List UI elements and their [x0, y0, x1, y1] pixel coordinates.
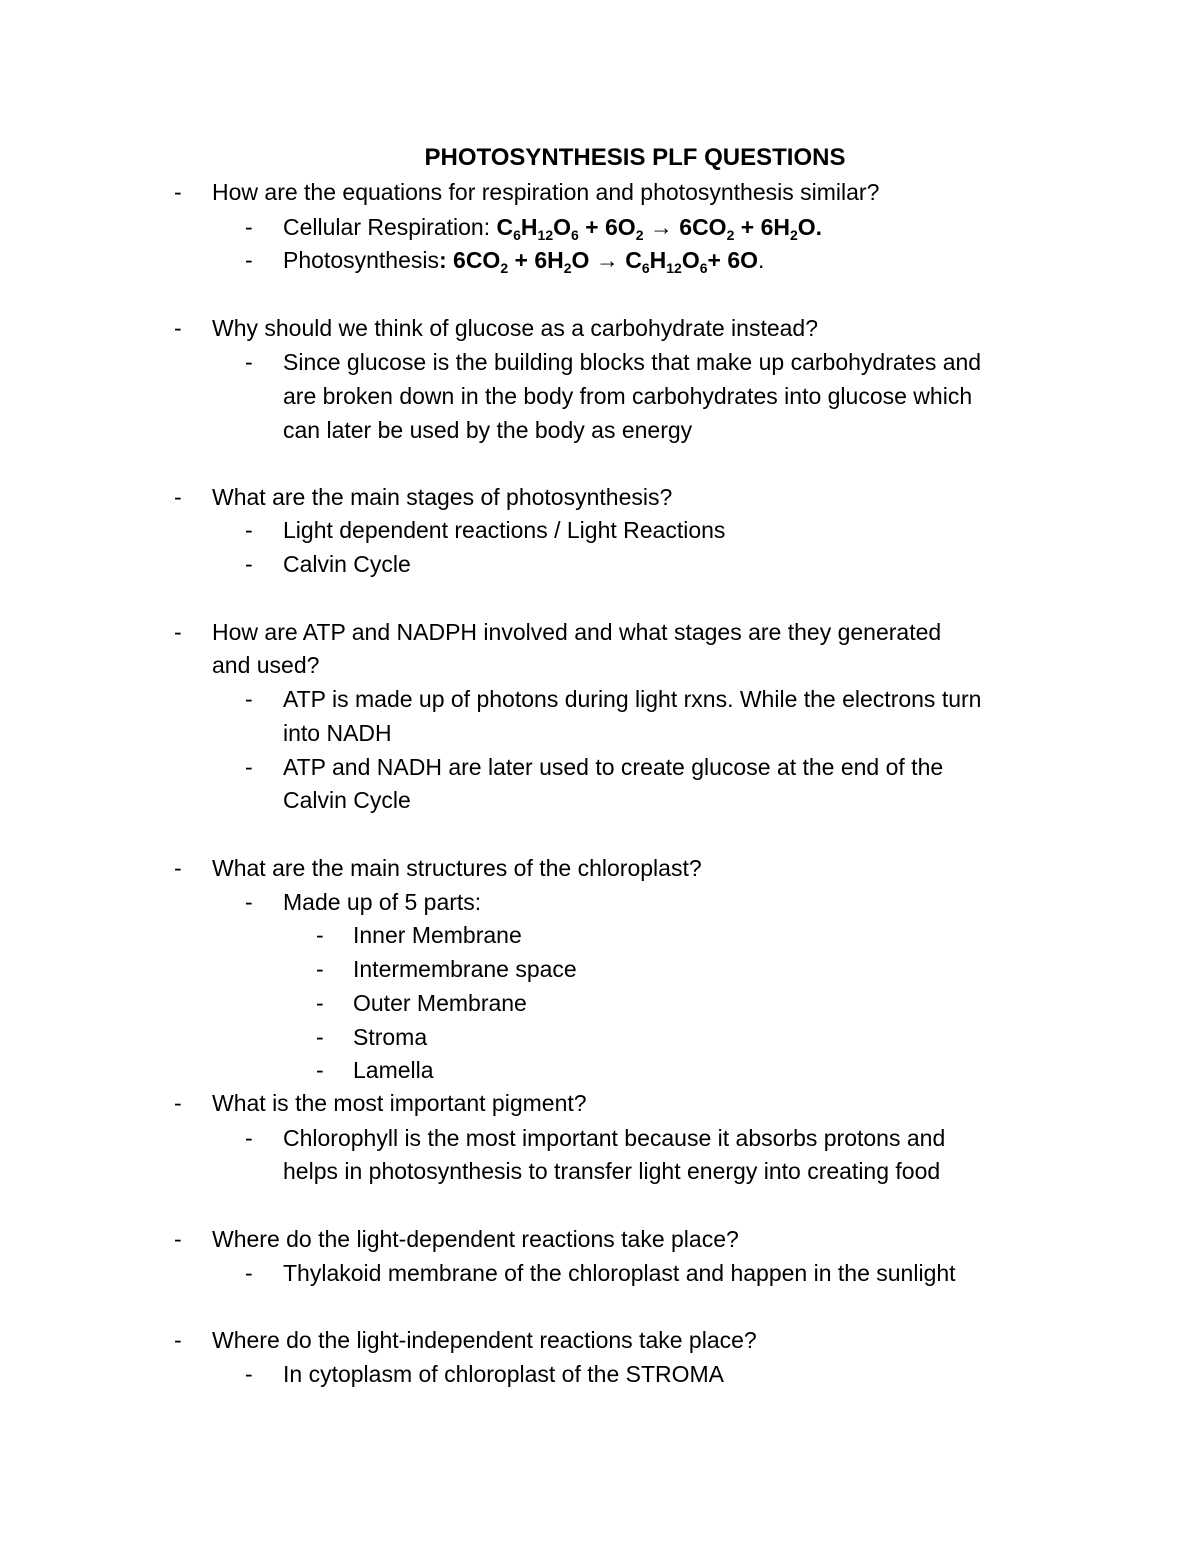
answer-6-line: helps in photosynthesis to transfer light energy into creating food: [283, 1158, 941, 1184]
bullet-dash: -: [174, 1327, 182, 1353]
bullet-dash: -: [245, 1125, 253, 1151]
question-7: Where do the light-dependent reactions take place?: [212, 1226, 739, 1252]
bullet-dash: -: [174, 315, 182, 341]
chloroplast-part: Stroma: [353, 1024, 428, 1050]
bullet-dash: -: [245, 1260, 253, 1286]
answer-2-line: are broken down in the body from carbohydrates into glucose which: [283, 383, 973, 409]
answer-5: Made up of 5 parts:: [283, 889, 482, 915]
bullet-dash: -: [245, 1361, 253, 1387]
chloroplast-part: Outer Membrane: [353, 990, 527, 1016]
bullet-dash: -: [245, 247, 253, 273]
bullet-dash: -: [174, 179, 182, 205]
bullet-dash: -: [316, 990, 324, 1016]
bullet-dash: -: [174, 855, 182, 881]
bullet-dash: -: [245, 889, 253, 915]
question-1: How are the equations for respiration and photosynthesis similar?: [212, 179, 880, 205]
respiration-equation: Cellular Respiration: $C_6H_{12}O_6 + 6O_2 \to 6CO_2 + 6H_2O$.: [283, 214, 823, 243]
bullet-dash: -: [174, 1090, 182, 1116]
bullet-dash: -: [245, 214, 253, 240]
photosynthesis-label: Photosynthesis: [283, 247, 439, 273]
bullet-dash: -: [245, 686, 253, 712]
question-4-line: How are ATP and NADPH involved and what stages are they generated: [212, 619, 942, 645]
question-8: Where do the light-independent reactions take place?: [212, 1327, 757, 1353]
answer-4a-line: ATP is made up of photons during light rxns. While the electrons turn: [283, 686, 982, 712]
bullet-dash: -: [245, 551, 253, 577]
chloroplast-part: Inner Membrane: [353, 922, 522, 948]
respiration-label: Cellular Respiration:: [283, 214, 497, 240]
question-5: What are the main structures of the chloroplast?: [212, 855, 702, 881]
answer-3-item: Calvin Cycle: [283, 551, 411, 577]
answer-6-line: Chlorophyll is the most important because it absorbs protons and: [283, 1125, 946, 1151]
bullet-dash: -: [316, 956, 324, 982]
bullet-dash: -: [316, 922, 324, 948]
answer-8: In cytoplasm of chloroplast of the STROMA: [283, 1361, 725, 1387]
bullet-dash: -: [316, 1024, 324, 1050]
bullet-dash: -: [174, 619, 182, 645]
question-2: Why should we think of glucose as a carbohydrate instead?: [212, 315, 819, 341]
bullet-dash: -: [174, 1226, 182, 1252]
chloroplast-part: Lamella: [353, 1057, 434, 1083]
question-3: What are the main stages of photosynthesis?: [212, 484, 673, 510]
photosynthesis-equation: Photosynthesis: $6CO_2 + 6H_2O \to C_6H_{12}O_6+ 6O$.: [283, 247, 765, 276]
answer-4b-line: ATP and NADH are later used to create glucose at the end of the: [283, 754, 944, 780]
chloroplast-part: Intermembrane space: [353, 956, 577, 982]
answer-4a-line: into NADH: [283, 720, 392, 746]
bullet-dash: -: [245, 349, 253, 375]
bullet-dash: -: [245, 517, 253, 543]
question-6: What is the most important pigment?: [212, 1090, 587, 1116]
answer-4b-line: Calvin Cycle: [283, 787, 411, 813]
answer-2-line: Since glucose is the building blocks that make up carbohydrates and: [283, 349, 982, 375]
bullet-dash: -: [245, 754, 253, 780]
answer-7: Thylakoid membrane of the chloroplast and happen in the sunlight: [283, 1260, 956, 1286]
answer-2-line: can later be used by the body as energy: [283, 417, 693, 443]
bullet-dash: -: [316, 1057, 324, 1083]
question-4-line: and used?: [212, 652, 320, 678]
bullet-dash: -: [174, 484, 182, 510]
answer-3-item: Light dependent reactions / Light Reactions: [283, 517, 726, 543]
page-title: PHOTOSYNTHESIS PLF QUESTIONS: [424, 144, 846, 171]
